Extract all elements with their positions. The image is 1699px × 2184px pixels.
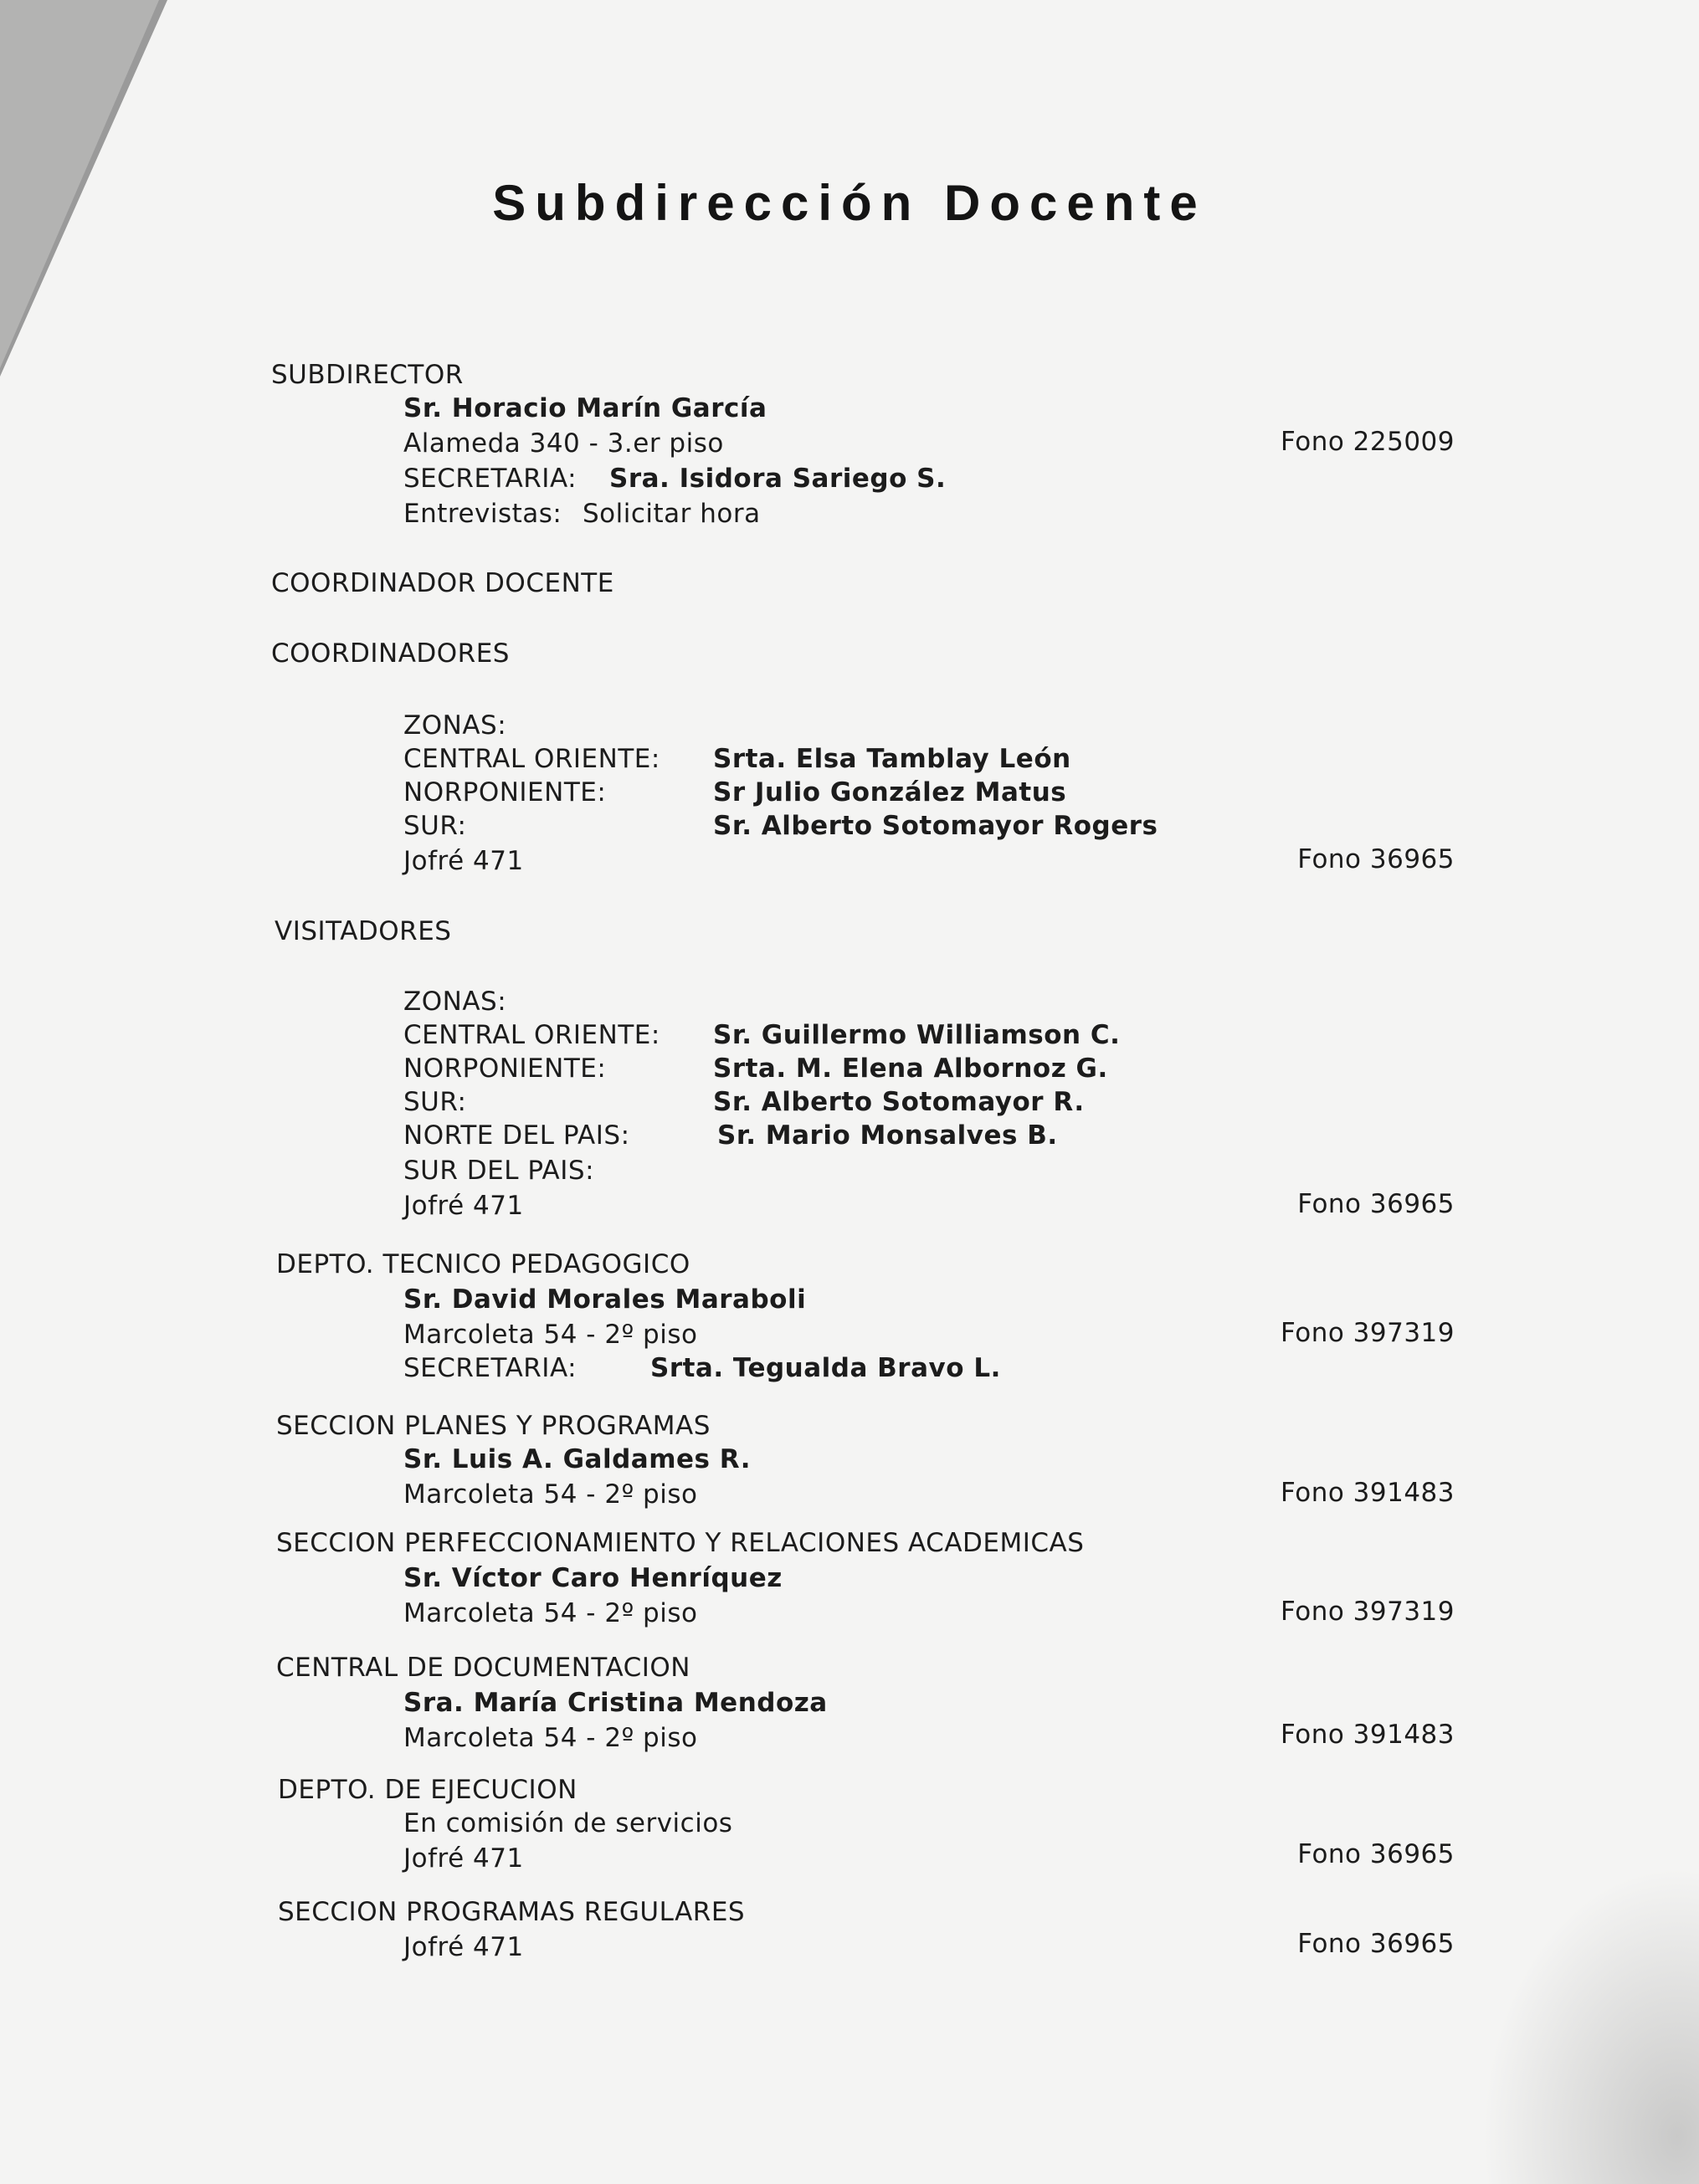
ejecucion-heading: DEPTO. DE EJECUCION <box>278 1775 577 1805</box>
ejecucion-note: En comisión de servicios <box>403 1808 733 1838</box>
perfeccionamiento-heading: SECCION PERFECCIONAMIENTO Y RELACIONES ACADEMICAS <box>276 1528 1085 1558</box>
documentacion-phone: Fono 391483 <box>1281 1720 1455 1750</box>
visitadores-phone: Fono 36965 <box>1297 1189 1455 1219</box>
visitadores-row <box>403 1120 1058 1151</box>
coordinador-docente-heading: COORDINADOR DOCENTE <box>271 568 614 598</box>
coordinadores-row <box>403 777 1066 807</box>
planes-address: Marcoleta 54 - 2º piso <box>403 1479 698 1510</box>
subdirector-heading: SUBDIRECTOR <box>271 360 464 390</box>
zone-person: Srta. M. Elena Albornoz G. <box>713 1054 1108 1084</box>
zone-person: Sr Julio González Matus <box>713 777 1067 807</box>
zone-person: Sr. Mario Monsalves B. <box>717 1120 1058 1151</box>
visitadores-row <box>403 1054 1108 1084</box>
visitadores-address: Jofré 471 <box>403 1191 524 1221</box>
depto-tecnico-secretaria <box>403 1353 1001 1383</box>
planes-name: Sr. Luis A. Galdames R. <box>403 1444 751 1474</box>
documentacion-name: Sra. María Cristina Mendoza <box>403 1688 828 1718</box>
ejecucion-address: Jofré 471 <box>403 1843 524 1874</box>
perfeccionamiento-phone: Fono 397319 <box>1281 1597 1455 1627</box>
perfeccionamiento-address: Marcoleta 54 - 2º piso <box>403 1598 698 1628</box>
coordinadores-address: Jofré 471 <box>403 846 524 876</box>
subdirector-address: Alameda 340 - 3.er piso <box>403 428 724 459</box>
secretaria-name: Srta. Tegualda Bravo L. <box>650 1353 1001 1383</box>
regulares-heading: SECCION PROGRAMAS REGULARES <box>278 1897 746 1927</box>
coordinadores-heading: COORDINADORES <box>271 638 510 669</box>
regulares-phone: Fono 36965 <box>1297 1929 1455 1959</box>
coordinadores-row <box>403 811 1158 841</box>
subdirector-secretaria <box>403 464 946 494</box>
coordinadores-phone: Fono 36965 <box>1297 844 1455 874</box>
visitadores-row <box>403 1156 713 1186</box>
zone-person: Srta. Elsa Tamblay León <box>713 744 1071 774</box>
secretaria-label: SECRETARIA: <box>403 464 577 494</box>
subdirector-name: Sr. Horacio Marín García <box>403 393 767 423</box>
zone-label: SUR DEL PAIS: <box>403 1156 595 1186</box>
coordinadores-zonas-label: ZONAS: <box>403 710 507 741</box>
visitadores-heading: VISITADORES <box>275 916 452 946</box>
planes-phone: Fono 391483 <box>1281 1478 1455 1508</box>
scan-smudge <box>1481 1866 1699 2184</box>
visitadores-row <box>403 1087 1085 1117</box>
secretaria-name: Sra. Isidora Sariego S. <box>609 464 947 494</box>
zone-label: NORTE DEL PAIS: <box>403 1120 630 1151</box>
zone-person: Sr. Guillermo Williamson C. <box>713 1020 1121 1050</box>
zone-label: SUR: <box>403 1087 467 1117</box>
depto-tecnico-heading: DEPTO. TECNICO PEDAGOGICO <box>276 1249 690 1279</box>
coordinadores-row <box>403 744 1071 774</box>
visitadores-row <box>403 1020 1120 1050</box>
entrevistas-label: Entrevistas: <box>403 499 562 529</box>
visitadores-zonas-label: ZONAS: <box>403 987 507 1017</box>
subdirector-phone: Fono 225009 <box>1281 427 1455 457</box>
depto-tecnico-name: Sr. David Morales Maraboli <box>403 1284 807 1315</box>
planes-heading: SECCION PLANES Y PROGRAMAS <box>276 1411 711 1441</box>
page-title: Subdirección Docente <box>492 175 1207 231</box>
ejecucion-phone: Fono 36965 <box>1297 1839 1455 1869</box>
documentacion-heading: CENTRAL DE DOCUMENTACION <box>276 1653 690 1683</box>
zone-label: CENTRAL ORIENTE: <box>403 1020 660 1050</box>
documentacion-address: Marcoleta 54 - 2º piso <box>403 1723 698 1753</box>
secretaria-label: SECRETARIA: <box>403 1353 577 1383</box>
subdirector-entrevistas <box>403 499 761 529</box>
entrevistas-value: Solicitar hora <box>583 499 761 529</box>
zone-label: SUR: <box>403 811 467 841</box>
perfeccionamiento-name: Sr. Víctor Caro Henríquez <box>403 1563 783 1593</box>
depto-tecnico-address: Marcoleta 54 - 2º piso <box>403 1320 698 1350</box>
depto-tecnico-phone: Fono 397319 <box>1281 1318 1455 1348</box>
zone-person: Sr. Alberto Sotomayor Rogers <box>713 811 1158 841</box>
zone-label: CENTRAL ORIENTE: <box>403 744 660 774</box>
zone-label: NORPONIENTE: <box>403 777 607 807</box>
regulares-address: Jofré 471 <box>403 1932 524 1962</box>
zone-label: NORPONIENTE: <box>403 1054 607 1084</box>
zone-person: Sr. Alberto Sotomayor R. <box>713 1087 1085 1117</box>
